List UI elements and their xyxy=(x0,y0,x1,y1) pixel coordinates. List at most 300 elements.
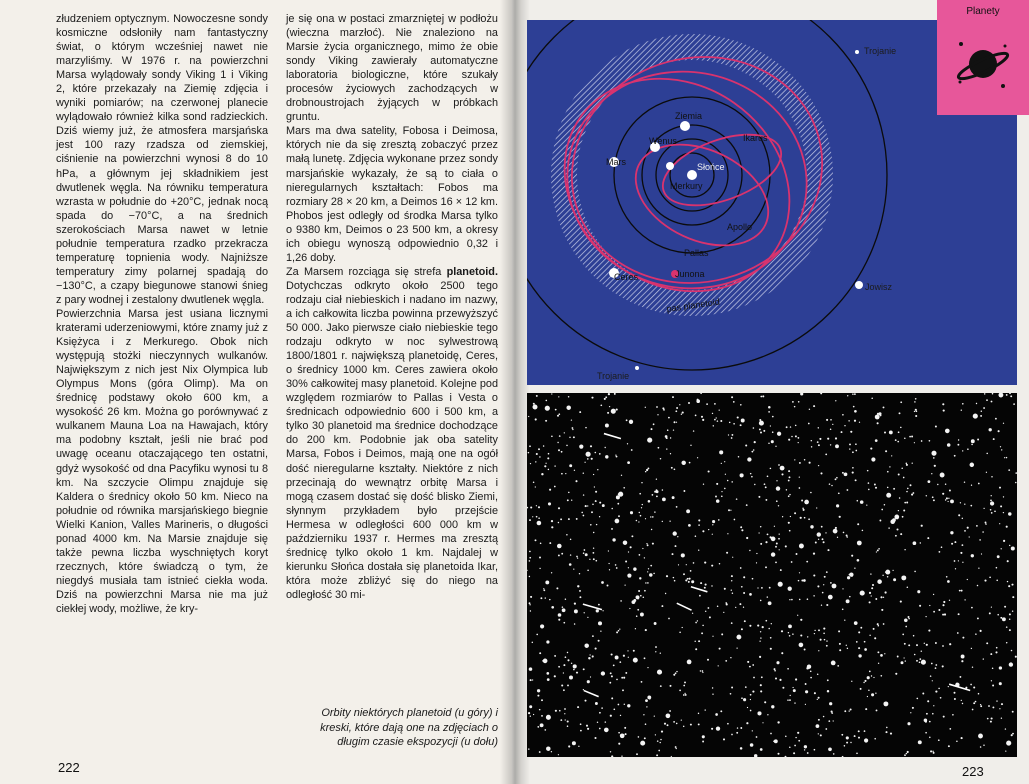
planet-ring-icon xyxy=(955,36,1011,97)
star xyxy=(666,575,668,577)
star xyxy=(956,741,958,743)
star xyxy=(641,507,642,508)
star xyxy=(961,660,963,662)
star xyxy=(962,562,963,563)
star xyxy=(770,468,772,470)
star xyxy=(705,709,706,710)
star xyxy=(760,526,761,527)
star xyxy=(640,595,642,597)
star xyxy=(962,703,963,704)
star xyxy=(988,705,990,707)
star xyxy=(683,694,685,696)
star xyxy=(692,613,693,614)
star xyxy=(817,699,818,700)
star xyxy=(753,427,755,429)
star xyxy=(875,439,878,442)
star xyxy=(975,633,977,635)
star xyxy=(627,704,630,707)
star xyxy=(865,708,867,710)
star xyxy=(1009,662,1013,666)
star xyxy=(661,731,663,733)
star xyxy=(929,440,931,442)
star xyxy=(818,733,819,734)
star xyxy=(1012,711,1014,713)
star xyxy=(842,756,844,757)
star xyxy=(826,604,828,606)
star xyxy=(614,393,616,395)
star xyxy=(882,575,883,576)
star xyxy=(877,413,879,415)
star xyxy=(798,442,799,443)
star xyxy=(981,553,982,554)
star xyxy=(640,515,642,517)
star xyxy=(730,510,731,511)
star xyxy=(567,659,569,661)
star xyxy=(716,726,720,730)
star xyxy=(1012,733,1014,735)
star xyxy=(731,396,733,398)
star xyxy=(910,484,912,486)
star xyxy=(795,435,797,437)
star xyxy=(648,568,649,569)
star xyxy=(913,541,917,545)
star xyxy=(623,655,625,657)
star xyxy=(799,643,804,648)
star xyxy=(795,425,797,427)
star xyxy=(740,567,742,569)
star xyxy=(946,576,948,578)
star xyxy=(775,677,777,679)
star xyxy=(827,690,829,692)
star xyxy=(705,611,706,612)
star-field-photo xyxy=(527,393,1017,757)
star xyxy=(929,605,930,606)
star xyxy=(721,463,722,464)
star xyxy=(756,736,758,738)
star xyxy=(536,453,538,455)
star xyxy=(777,432,781,436)
star xyxy=(571,663,572,664)
star xyxy=(844,472,848,476)
star xyxy=(666,713,671,718)
star xyxy=(646,543,647,544)
star xyxy=(889,430,893,434)
star xyxy=(770,733,772,735)
star xyxy=(544,465,546,467)
star xyxy=(964,481,965,482)
star xyxy=(715,496,717,498)
star xyxy=(656,406,658,408)
star xyxy=(789,635,791,637)
star xyxy=(874,484,876,486)
star xyxy=(547,678,550,681)
star xyxy=(921,440,923,442)
star xyxy=(859,422,860,423)
star xyxy=(764,701,766,703)
star xyxy=(785,756,787,757)
star xyxy=(797,615,798,616)
star xyxy=(954,560,956,562)
star xyxy=(647,582,649,584)
star xyxy=(971,444,973,446)
star xyxy=(903,509,905,511)
star xyxy=(762,626,764,628)
paragraph-rest: Dotychczas odkryto około 2500 tego rodzaju ciał niebieskich i nadano im nazwy, a ich całkowita liczba powinna przewyższyć 50 000. Jako pierwsze ciało niebieskie tego rodzaju odkryto w noc sylwestrową 1800/1801 r. największą planetoidę, Ceres, o średnicy 1000 km. Ceres zawiera około 30% całkowitej masy planetoid. Kolejne pod względem rozmiarów to Pallas i Vesta o średnicach odpowiednio 600 i 500 km, a tylko 30 planetoid ma średnice dochodzące do 200 km. Podobnie jak oba satelity Marsa, Fobos i Deimos, mają one na ogół dość nieregularne kształty. Niektóre z nich przecinają do wewnątrz orbitę Marsa i mogą czasem dostać się dość blisko Ziemi, słynnym przykładem było przejście Hermesa w odległości 600 000 km w październiku 1937 r. Hermes ma zresztą średnicę tylko około 1 km. Najdalej w kierunku Słońca dostała się planetoida Ikar, która może zbliżyć się do niego na odległość 30 mi- xyxy=(286,279,498,601)
star xyxy=(612,538,615,541)
star xyxy=(925,616,926,617)
star xyxy=(596,524,597,525)
star xyxy=(752,691,754,693)
star xyxy=(750,473,752,475)
star xyxy=(704,562,706,564)
star xyxy=(877,549,879,551)
star xyxy=(628,657,629,658)
star xyxy=(558,754,559,755)
star xyxy=(567,720,569,722)
star xyxy=(751,476,753,478)
star xyxy=(829,483,831,485)
star xyxy=(730,657,731,658)
star xyxy=(959,590,961,592)
star xyxy=(660,458,661,459)
star xyxy=(567,652,568,653)
star xyxy=(791,599,793,601)
star xyxy=(654,715,655,716)
star xyxy=(537,695,539,697)
star xyxy=(991,680,992,681)
star xyxy=(781,473,783,475)
star xyxy=(686,564,687,565)
star xyxy=(585,700,587,702)
star xyxy=(731,687,733,689)
star xyxy=(789,699,791,701)
star xyxy=(844,710,846,712)
star xyxy=(583,552,585,554)
star xyxy=(871,398,873,400)
star xyxy=(587,505,588,506)
star xyxy=(779,549,780,550)
star xyxy=(940,473,945,478)
star xyxy=(770,425,771,426)
star xyxy=(616,456,618,458)
star xyxy=(545,406,550,411)
star xyxy=(892,570,893,571)
star xyxy=(912,707,914,709)
star xyxy=(633,567,636,570)
star xyxy=(670,437,671,438)
star xyxy=(681,553,685,557)
star xyxy=(874,637,876,639)
star xyxy=(860,627,862,629)
star xyxy=(864,680,866,682)
star xyxy=(887,576,889,578)
star xyxy=(975,701,977,703)
star xyxy=(774,739,778,743)
star xyxy=(850,742,851,743)
star xyxy=(529,557,531,559)
star xyxy=(867,470,869,472)
star xyxy=(721,495,723,497)
star xyxy=(776,480,777,481)
star xyxy=(702,625,704,627)
star xyxy=(760,748,763,751)
star xyxy=(540,543,542,545)
star xyxy=(590,524,592,526)
star xyxy=(546,672,549,675)
star xyxy=(608,393,610,395)
star xyxy=(740,526,742,528)
star xyxy=(664,723,666,725)
star xyxy=(768,443,770,445)
star xyxy=(952,714,954,716)
star xyxy=(864,730,866,732)
star xyxy=(736,732,738,734)
star xyxy=(1007,581,1008,582)
star xyxy=(792,633,794,635)
star xyxy=(823,541,825,543)
star xyxy=(926,713,928,715)
star xyxy=(726,552,728,554)
star xyxy=(852,451,854,453)
star xyxy=(758,532,759,533)
star xyxy=(895,673,897,675)
star xyxy=(712,636,713,637)
star xyxy=(753,677,755,679)
star xyxy=(1005,728,1006,729)
star xyxy=(562,608,566,612)
star xyxy=(734,519,736,521)
star xyxy=(901,575,906,580)
star xyxy=(636,595,640,599)
star xyxy=(583,494,584,495)
star xyxy=(587,570,589,572)
star xyxy=(832,584,837,589)
star xyxy=(836,477,838,479)
star xyxy=(539,557,541,559)
star xyxy=(750,699,751,700)
star xyxy=(978,483,980,485)
star xyxy=(621,475,622,476)
star xyxy=(906,491,907,492)
star xyxy=(977,617,979,619)
star xyxy=(660,685,662,687)
star xyxy=(623,487,625,489)
label-mars: Mars xyxy=(606,157,626,167)
star xyxy=(759,656,761,658)
star xyxy=(924,718,928,722)
star xyxy=(849,574,851,576)
star xyxy=(743,607,744,608)
star xyxy=(802,508,804,510)
star xyxy=(995,651,997,653)
star xyxy=(652,543,654,545)
star xyxy=(986,642,988,644)
star xyxy=(983,745,984,746)
star xyxy=(754,484,755,485)
star xyxy=(594,452,596,454)
star xyxy=(762,722,763,723)
star xyxy=(698,550,699,551)
star xyxy=(778,582,783,587)
star xyxy=(701,632,703,634)
star xyxy=(619,628,620,629)
star xyxy=(698,519,700,521)
star xyxy=(740,473,744,477)
star xyxy=(984,393,986,395)
star xyxy=(789,476,791,478)
star xyxy=(759,419,761,421)
star xyxy=(931,473,932,474)
star xyxy=(739,603,741,605)
star xyxy=(809,409,810,410)
star xyxy=(935,691,937,693)
star xyxy=(787,699,789,701)
star xyxy=(671,756,672,757)
star xyxy=(563,689,565,691)
star xyxy=(675,410,677,412)
star xyxy=(815,542,817,544)
star xyxy=(971,485,972,486)
star xyxy=(543,659,548,664)
star xyxy=(927,700,929,702)
star xyxy=(670,453,671,454)
star xyxy=(593,558,595,560)
label-pas-planetoid: pas planetoid xyxy=(665,296,721,314)
star xyxy=(985,522,987,524)
star xyxy=(724,488,726,490)
star xyxy=(810,492,812,494)
star xyxy=(563,622,565,624)
star xyxy=(904,643,906,645)
star xyxy=(616,409,618,411)
star xyxy=(927,480,930,483)
star xyxy=(961,590,963,592)
star xyxy=(611,508,613,510)
star xyxy=(539,652,541,654)
star xyxy=(776,543,778,545)
star xyxy=(788,625,792,629)
star xyxy=(541,473,543,475)
star xyxy=(718,519,720,521)
right-text-column xyxy=(286,12,498,602)
star xyxy=(573,568,574,569)
star xyxy=(914,571,916,573)
star xyxy=(934,465,936,467)
star xyxy=(1011,584,1013,586)
star xyxy=(569,676,573,680)
star xyxy=(672,553,674,555)
star xyxy=(829,702,832,705)
star xyxy=(886,493,891,498)
star xyxy=(657,670,662,675)
star xyxy=(674,580,676,582)
star xyxy=(986,472,987,473)
label-trojanie-top: Trojanie xyxy=(864,46,897,56)
star xyxy=(618,515,620,517)
star xyxy=(992,393,994,394)
star xyxy=(954,541,956,543)
star xyxy=(860,591,865,596)
star xyxy=(821,526,823,528)
star xyxy=(962,637,964,639)
star xyxy=(1012,596,1014,598)
star xyxy=(817,585,819,587)
star xyxy=(804,745,807,748)
star xyxy=(676,407,678,409)
star xyxy=(615,519,620,524)
star xyxy=(794,702,795,703)
star xyxy=(855,479,857,481)
star xyxy=(790,426,791,427)
star xyxy=(559,435,561,437)
star xyxy=(919,658,921,660)
star xyxy=(767,714,768,715)
star xyxy=(609,406,610,407)
star xyxy=(769,587,771,589)
star xyxy=(645,407,646,408)
star xyxy=(847,648,848,649)
star xyxy=(989,612,991,614)
star xyxy=(650,565,652,567)
star xyxy=(839,649,841,651)
star xyxy=(595,560,597,562)
star xyxy=(1005,750,1006,751)
star xyxy=(731,622,733,624)
star xyxy=(972,666,973,667)
star xyxy=(735,607,736,608)
star xyxy=(856,641,858,643)
star xyxy=(854,393,856,395)
star xyxy=(932,751,933,752)
star xyxy=(618,732,620,734)
star xyxy=(568,492,570,494)
star xyxy=(551,520,553,522)
star xyxy=(938,688,940,690)
star xyxy=(579,596,581,598)
star xyxy=(1001,718,1002,719)
star xyxy=(743,592,745,594)
star xyxy=(703,484,704,485)
star xyxy=(869,671,871,673)
star xyxy=(627,574,631,578)
star xyxy=(558,449,560,451)
star xyxy=(795,678,797,680)
star xyxy=(598,604,600,606)
star xyxy=(679,404,680,405)
star xyxy=(933,752,935,754)
star xyxy=(579,444,583,448)
star xyxy=(689,578,691,580)
star xyxy=(989,428,992,431)
star xyxy=(915,409,917,411)
star xyxy=(887,570,889,572)
star xyxy=(958,514,960,516)
star xyxy=(567,499,569,501)
star xyxy=(558,666,560,668)
star xyxy=(719,563,720,564)
star xyxy=(880,414,882,416)
star xyxy=(660,739,662,741)
star xyxy=(844,425,845,426)
star xyxy=(970,684,972,686)
star xyxy=(684,693,685,694)
star xyxy=(869,601,871,603)
star xyxy=(602,504,605,507)
star xyxy=(1003,540,1005,542)
star xyxy=(749,666,751,668)
star xyxy=(913,492,915,494)
star xyxy=(729,422,731,424)
